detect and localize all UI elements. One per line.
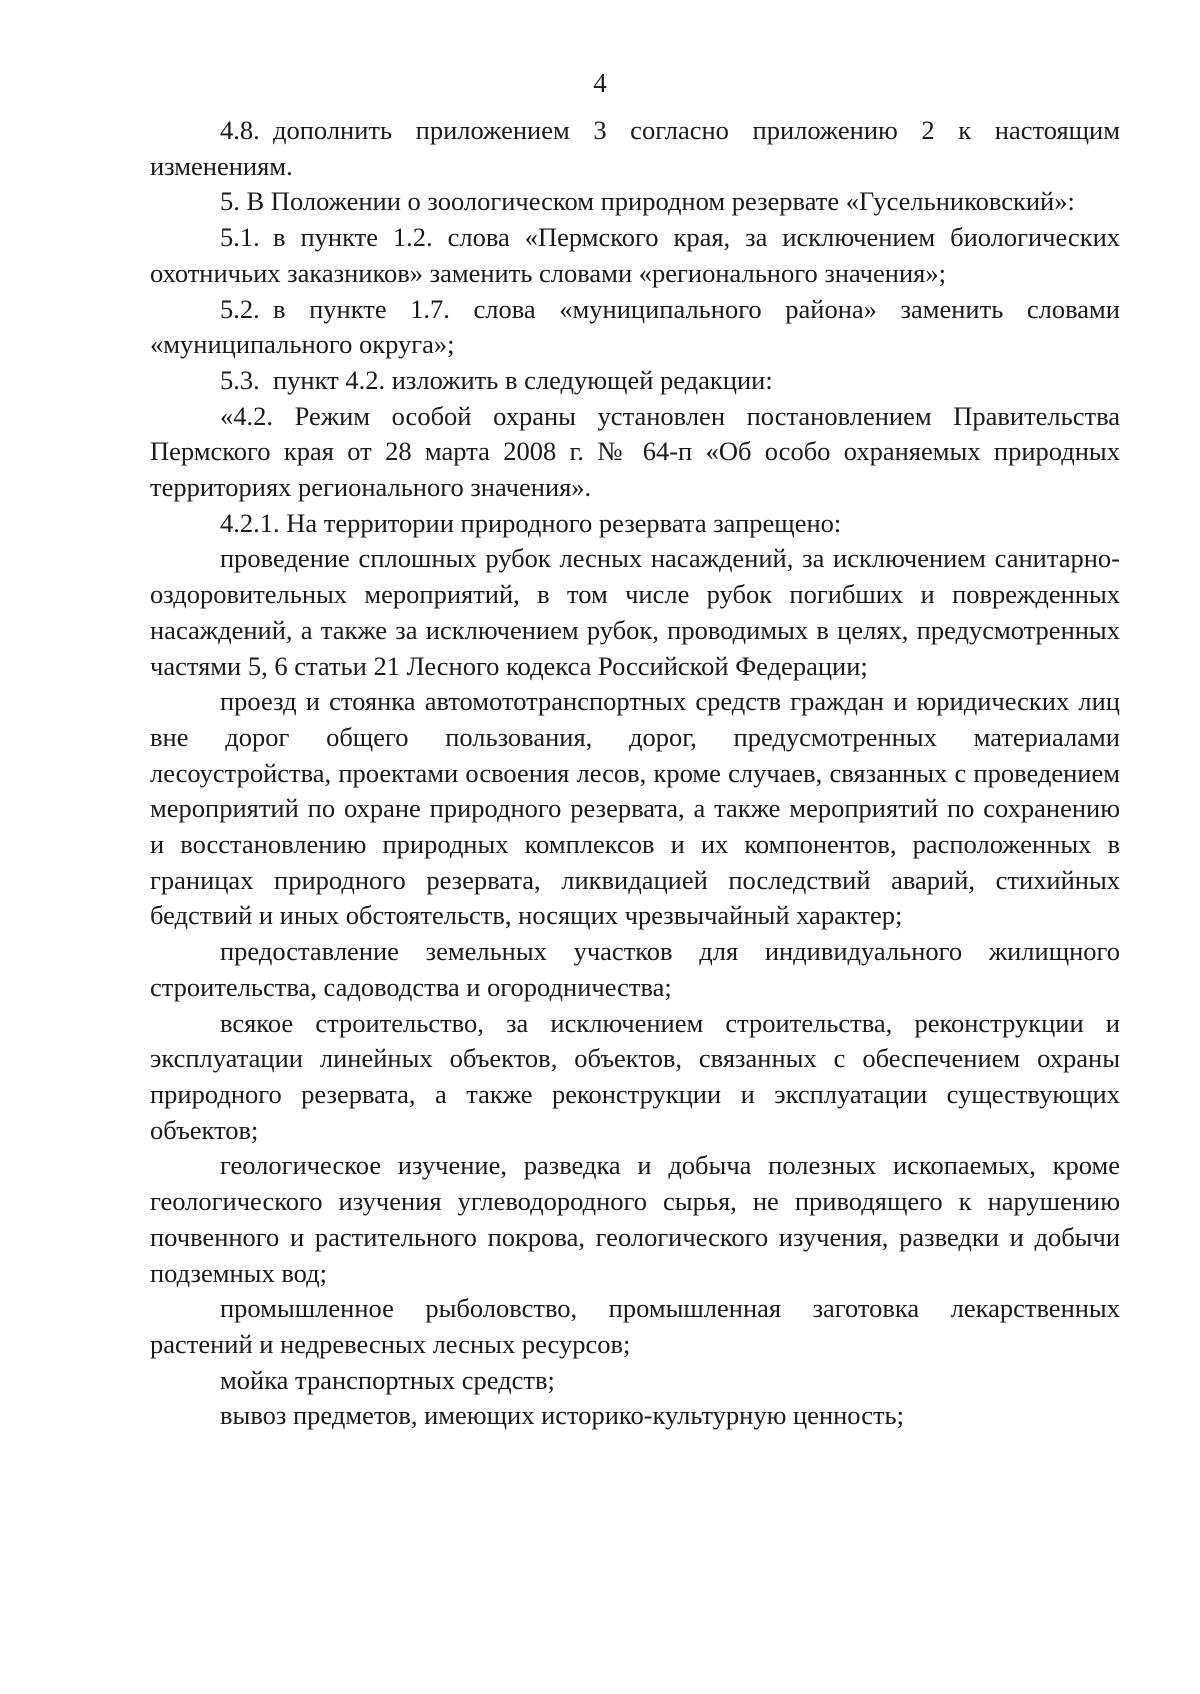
paragraph-fishing: промышленное рыболовство, промышленная заготовка лекарственных растений и недревесных лесных ресурсов; [150,1293,1120,1359]
paragraph-clear-cutting: проведение сплошных рубок лесных насаждений, за исключением санитарно-оздоровительных мероприятий, в том числе рубок погибших и поврежденных насаждений, а также за исключением рубок, проводимых в целях, предусмотренных частями 5, 6 статьи 21 Лесного кодекса Российской Федерации; [150,543,1120,681]
paragraph-4-2: «4.2. Режим особой охраны установлен постановлением Правительства Пермского края от 28 марта 2008 г. № 64-п «Об особо охраняемых природных территориях регионального значения». [150,400,1120,503]
page-number: 4 [593,68,607,98]
paragraph-5-3: 5.3. пункт 4.2. изложить в следующей редакции: [220,364,773,395]
paragraph-historical-items: вывоз предметов, имеющих историко-культурную ценность; [220,1400,905,1431]
paragraph-5-2: 5.2. в пункте 1.7. слова «муниципального района» заменить словами «муниципального округа»; [150,293,1120,360]
paragraph-construction: всякое строительство, за исключением строительства, реконструкции и эксплуатации линейных объектов, объектов, связанных с обеспечением охраны природного резервата, а также реконструкции и эксплуатации существующих объектов; [150,1007,1120,1145]
paragraph-vehicle-washing: мойка транспортных средств; [220,1364,555,1395]
paragraph-vehicles: проезд и стоянка автомототранспортных средств граждан и юридических лиц вне дорог общего пользования, дорог, предусмотренных материалами лесоустройства, проектами освоения лесов, кроме случаев, связанных с проведением мероприятий по охране природного резервата, а также мероприятий по сохранению и восстановлению природных комплексов и их компонентов, расположенных в границах природного резервата, ликвидацией последствий аварий, стихийных бедствий и иных обстоятельств, носящих чрезвычайный характер; [150,686,1120,931]
paragraph-5: 5. В Положении о зоологическом природном резервате «Гусельниковский»: [220,186,1075,217]
paragraph-5-1: 5.1. в пункте 1.2. слова «Пермского края, за исключением биологических охотничьих заказников» заменить словами «регионального значения»; [150,222,1120,288]
document-body [150,113,1120,1434]
paragraph-land-plots: предоставление земельных участков для индивидуального жилищного строительства, садоводства и огородничества; [150,936,1120,1002]
paragraph-4-8: 4.8. дополнить приложением 3 согласно приложению 2 к настоящим изменениям. [150,115,1120,181]
paragraph-geology: геологическое изучение, разведка и добыча полезных ископаемых, кроме геологического изучения углеводородного сырья, не приводящего к нарушению почвенного и растительного покрова, геологического изучения, разведки и добычи подземных вод; [150,1150,1120,1288]
paragraph-4-2-1: 4.2.1. На территории природного резервата запрещено: [220,507,842,538]
